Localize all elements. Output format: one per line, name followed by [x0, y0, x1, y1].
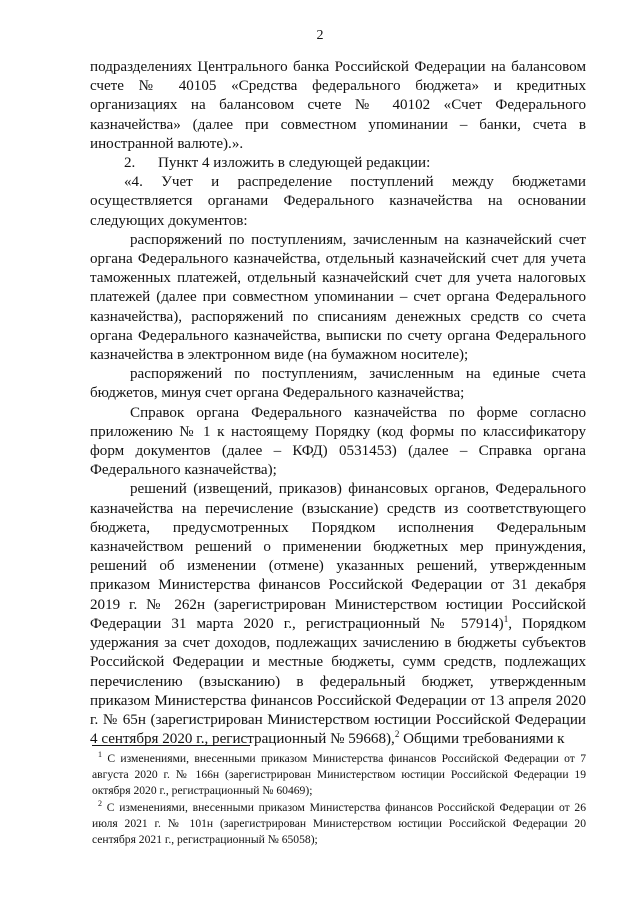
paragraph-item-2: 2. Пункт 4 изложить в следующей редакции: — [124, 155, 431, 172]
footnote-text-1: С изменениями, внесенными приказом Министерства финансов Российской Федерации от 7 августа 2020 г. № 166н (зарегистрирован Министерством юстиции Российской Федерации 19 октября 2020 г., регистрационный № 60469); — [92, 752, 586, 798]
paragraph-item-4: «4. Учет и распределение поступлений между бюджетами осуществляется органами Федерального казначейства на основании следующих документов: — [90, 174, 586, 229]
paragraph-decisions — [90, 480, 586, 749]
footnote-2 — [92, 800, 586, 849]
footnote-mark-2: 2 — [98, 798, 102, 808]
document-body — [90, 58, 586, 749]
footnote-text-2: С изменениями, внесенными приказом Министерства финансов Российской Федерации от 26 июля 2021 г. № 101н (зарегистрирован Министерством юстиции Российской Федерации 20 сентября 2021 г., регистрационный № 65058); — [92, 800, 586, 847]
decisions-text-part2: , Порядком удержания за счет доходов, подлежащих зачислению в бюджеты субъектов Российской Федерации и местные бюджеты, сумм средств, подлежащих перечислению (взысканию) в федеральный бюджет, утвержденным приказом Министерства финансов Российской Федерации от 13 апреля 2020 г. № 65н (зарегистрирован Министерством юстиции Российской Федерации 4 сентября 2020 г., регистрационный № 59668), — [90, 615, 587, 748]
footnotes — [92, 751, 586, 848]
paragraph-treasury-certificates: Справок органа Федерального казначейства по форме согласно приложению № 1 к настоящему Порядку (код формы по классификатору форм документов (далее – КФД) 0531453) (далее – Справка органа Федерального казначейства); — [90, 404, 586, 479]
page-number: 2 — [316, 28, 324, 43]
footnote-1 — [92, 751, 586, 800]
paragraph-orders-receipts: распоряжений по поступлениям, зачисленным на казначейский счет органа Федерального казначейства, отдельный казначейский счет для учета таможенных платежей, отдельный казначейский счет для учета налоговых платежей (далее при совместном упоминании – счет органа Федерального казначейства), распоряжений по списаниям денежных средств со счета органа Федерального казначейства, выписки по счету органа Федерального казначейства в электронном виде (на бумажном носителе); — [90, 231, 586, 364]
footnote-separator — [92, 745, 250, 746]
decisions-text-part3: Общими требованиями к — [399, 731, 565, 748]
paragraph-single-accounts: распоряжений по поступлениям, зачисленным на единые счета бюджетов, минуя счет органа Федерального казначейства; — [90, 366, 586, 402]
decisions-text-part1: решений (извещений, приказов) финансовых органов, Федерального казначейства на перечисление (взыскание) средств из соответствующего бюджета, предусмотренных Порядком исполнения Федеральным казначейством решений о применении бюджетных мер принуждения, решений об изменении (отмене) указанных решений, утвержденным приказом Министерства финансов Российской Федерации от 31 декабря 2019 г. № 262н (зарегистрирован Министерством юстиции Российской Федерации 31 марта 2020 г., регистрационный № 57914) — [90, 481, 586, 632]
footnote-ref-1[interactable]: 1 — [503, 613, 509, 624]
paragraph-bank-accounts: подразделениях Центрального банка Российской Федерации на балансовом счете № 40105 «Средства федерального бюджета» и кредитных организациях на балансовом счете № 40102 «Счет Федерального казначейства» (далее при совместном упоминании – банки, счета в иностранной валюте).». — [90, 59, 586, 152]
footnote-mark-1: 1 — [98, 750, 102, 760]
footnote-ref-2[interactable]: 2 — [394, 729, 400, 740]
